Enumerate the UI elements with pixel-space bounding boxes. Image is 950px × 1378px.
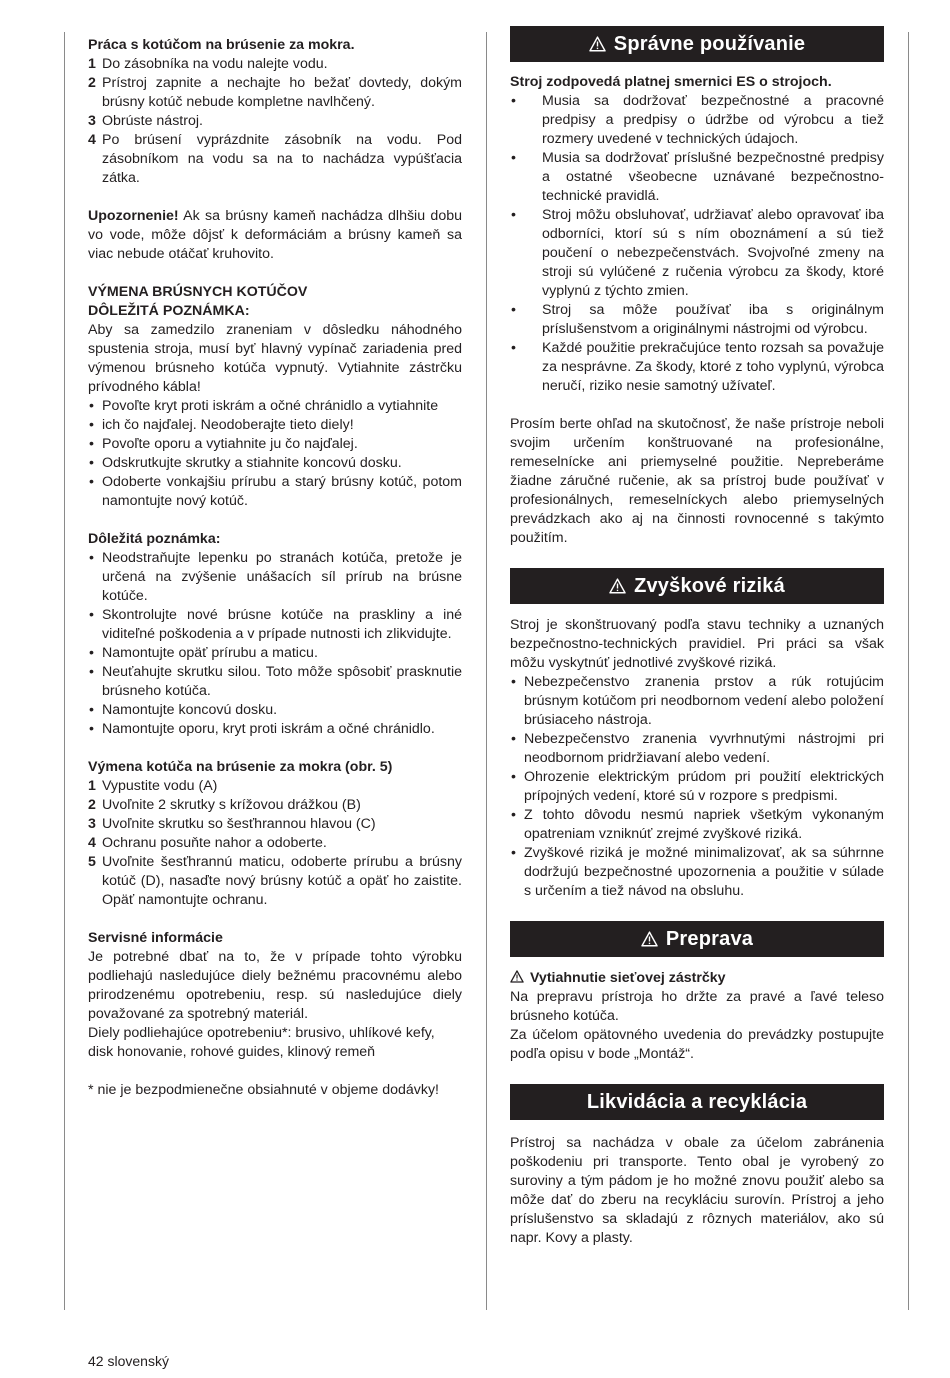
left-margin-rule: [64, 32, 65, 1310]
list-item: • Z tohto dôvodu nesmú napriek všetkým vykonaným opatreniam vzniknúť zrejmé zvyškové riziká.: [510, 806, 884, 844]
list-item: • Odoberte vonkajšiu prírubu a starý brúsny kotúč, potom namontujte nový kotúč.: [88, 473, 462, 511]
list-item: • Povoľte kryt proti iskrám a očné chránidlo a vytiahnite: [88, 397, 462, 416]
step-item: 4 Ochranu posuňte nahor a odoberte.: [88, 835, 327, 851]
unplug-heading-text: Vytiahnutie sieťovej zástrčky: [530, 970, 726, 986]
step-item: 3 Obrúste nástroj.: [88, 113, 203, 129]
usage-title: Správne používanie: [613, 32, 806, 55]
risks-title: Zvyškové riziká: [634, 574, 785, 597]
disposal-title: Likvidácia a recyklácia: [586, 1090, 808, 1113]
wet-grinding-heading: Práca s kotúčom na brúsenie za mokra.: [88, 37, 355, 53]
list-item: • Skontrolujte nové brúsne kotúče na praskliny a iné viditeľné poškodenia a v prípade nutnosti ich zlikvidujte.: [88, 606, 462, 644]
wet-grinding-steps: [88, 55, 462, 188]
list-item: • Stroj môžu obsluhovať, udržiavať alebo opravovať iba odborníci, ktorí sú s ním oboznámení a sú tiež poučení o nebezpečenstvách. Svojvoľné zmeny na stroji sú vylúčené z ručenia výrobcu za škody, ktoré vyplynú z týchto zmien.: [510, 206, 884, 301]
warning-triangle-icon: [589, 36, 606, 52]
replace-discs-heading: VÝMENA BRÚSNYCH KOTÚČOV: [88, 284, 308, 300]
list-item: • Neuťahujte skrutku silou. Toto môže spôsobiť prasknutie brúsneho kotúča.: [88, 663, 462, 701]
left-column: [88, 36, 462, 1100]
list-item: • Povoľte oporu a vytiahnite ju čo najďalej.: [88, 435, 462, 454]
right-column: [510, 26, 884, 1248]
right-margin-rule: [908, 32, 909, 1310]
wet-disc-replace-heading: Výmena kotúča na brúsenie za mokra (obr. 5): [88, 759, 393, 775]
list-item: • Odskrutkujte skrutky a stiahnite koncovú dosku.: [88, 454, 462, 473]
step-item: 3 Uvoľnite skrutku so šesťhrannou hlavou (C): [88, 816, 376, 832]
list-item: • Musia sa dodržovať bezpečnostné a pracovné predpisy a predpisy o údržbe od výrobcu a tiež rozmery uvedené v technických údajoch.: [510, 92, 884, 149]
page-footer: [88, 1352, 169, 1371]
disposal-title-bar: [510, 1084, 884, 1120]
list-item: • Stroj sa môže používať iba s originálnym príslušenstvom a originálnymi nástrojmi od výrobcu.: [510, 301, 884, 339]
list-item: • Nebezpečenstvo zranenia prstov a rúk rotujúcim brúsnym kotúčom pri neodbornom vedení alebo položení brúsiaceho nástroja.: [510, 673, 884, 730]
risks-list: [510, 673, 884, 901]
warning-triangle-icon: [641, 931, 658, 947]
risks-title-bar: [510, 568, 884, 604]
wet-disc-replace-steps: [88, 777, 462, 910]
service-wear-parts: Diely podliehajúce opotrebeniu*: brusivo, uhlíkové kefy, disk honovanie, rohové guides, klinový remeň: [88, 1025, 435, 1060]
important-list: [88, 549, 462, 739]
list-item: • Neodstraňujte lepenku po stranách kotúča, pretože je určená na zvýšenie unášacích síl prírub na brúsne kotúče.: [88, 549, 462, 606]
list-item: • Namontujte opäť prírubu a maticu.: [88, 644, 462, 663]
list-item: • Zvyškové riziká je možné minimalizovať, ak sa súhrnne dodržujú bezpečnostné upozornenia a použitie v súlade s určením a tiež návod na obsluhu.: [510, 844, 884, 901]
transport-text-1: Na prepravu prístroja ho držte za pravé a ľavé teleso brúsneho kotúča.: [510, 989, 884, 1024]
footer-language: slovenský: [107, 1353, 169, 1369]
replace-discs-section: [88, 283, 462, 511]
footnote: * nie je bezpodmienečne obsiahnuté v objeme dodávky!: [88, 1082, 439, 1098]
list-item: • Každé použitie prekračujúce tento rozsah sa považuje za nesprávne. Za škody, ktoré z toho vyplynú, výrobca neručí, riziko nesie samotný užívateľ.: [510, 339, 884, 396]
disposal-text: Prístroj sa nachádza v obale za účelom zabránenia poškodeniu pri transporte. Tento obal je vyrobený zo suroviny a tým pádom je ho možné znovu použiť alebo sa môže dať do zberu na recykláciu surovín. Prístroj a jeho príslušenstvo sa skladajú z rôznych materiálov, ako sú napr. Kovy a plasty.: [510, 1135, 884, 1246]
list-item: • Musia sa dodržovať príslušné bezpečnostné predpisy a ostatné všeobecne uznávané bezpečnostno-technické pravidlá.: [510, 149, 884, 206]
usage-paragraph: Prosím berte ohľad na skutočnosť, že naše prístroje neboli svojim určením konštruované na profesionálne, remeselnícke ani priemyselné použitie. Nepreberáme žiadne záručné ručenie, ak sa prístroj bude používať v profesionálnych, remeselníckych alebo priemyselných prevádzkach ako aj na činnosti rovnocenné s takýmto použitím.: [510, 416, 884, 546]
transport-title: Preprava: [665, 927, 754, 950]
step-item: 1 Do zásobníka na vodu nalejte vodu.: [88, 56, 328, 72]
wet-grinding-section: [88, 36, 462, 188]
list-item: • Nebezpečenstvo zranenia vyvrhnutými nástrojmi pri neodbornom pridržiavaní alebo vedení.: [510, 730, 884, 768]
list-item: • Namontujte oporu, kryt proti iskrám a očné chránidlo.: [88, 720, 462, 739]
step-item: 2 Prístroj zapnite a nechajte ho bežať dovtedy, dokým brúsny kotúč nebude kompletne navlhčený.: [88, 75, 462, 110]
step-item: 5 Uvoľnite šesťhrannú maticu, odoberte prírubu a brúsny kotúč (D), nasaďte nový brúsny kotúč a opäť ho zaistite. Opäť namontujte ochranu.: [88, 854, 462, 908]
service-heading: Servisné informácie: [88, 930, 223, 946]
service-text: Je potrebné dbať na to, že v prípade tohto výrobku podliehajú nasledujúce diely bežnému pracovnému alebo prirodzenému opotrebeniu, resp. sú nasledujúce diely považované za spotrebný materiál.: [88, 949, 462, 1022]
usage-list: [510, 92, 884, 396]
warning-label: Upozornenie!: [88, 208, 179, 224]
usage-lead: Stroj zodpovedá platnej smernici ES o strojoch.: [510, 74, 832, 90]
transport-text-2: Za účelom opätovného uvedenia do prevádzky postupujte podľa opisu v bode „Montáž“.: [510, 1027, 884, 1062]
warning-text: Ak sa brúsny kameň nachádza dlhšiu dobu vo vode, môže dôjsť k deformáciám a brúsny kameň sa viac nebude otáčať kruhovito.: [88, 208, 462, 262]
list-item: • Ohrozenie elektrickým prúdom pri použití elektrických prípojných vedení, ktoré sú v rozpore s predpismi.: [510, 768, 884, 806]
replace-discs-list: [88, 397, 462, 511]
important-note-heading: DÔLEŽITÁ POZNÁMKA:: [88, 303, 250, 319]
page-number: 42: [88, 1353, 104, 1369]
transport-title-bar: [510, 921, 884, 957]
replace-discs-intro: Aby sa zamedzilo zraneniam v dôsledku náhodného spustenia stroja, musí byť hlavný vypínač zariadenia pred výmenou brúsneho kotúča vypnutý. Vytiahnite zástrčku prívodného kábla!: [88, 322, 462, 395]
unplug-heading: [510, 969, 884, 988]
warning-triangle-icon: [510, 970, 524, 983]
step-item: 1 Vypustite vodu (A): [88, 778, 218, 794]
service-section: [88, 929, 462, 1100]
risks-intro: Stroj je skonštruovaný podľa stavu techniky a uznaných bezpečnostno-technických pravidiel. Pri práci sa však môžu vyskytnúť jednotlivé zvyškové riziká.: [510, 617, 884, 671]
wet-disc-replace-section: [88, 758, 462, 910]
important-heading: Dôležitá poznámka:: [88, 531, 221, 547]
column-divider-rule: [486, 32, 487, 1310]
list-item: • Namontujte koncovú dosku.: [88, 701, 462, 720]
warning-triangle-icon: [609, 578, 626, 594]
step-item: 4 Po brúsení vyprázdnite zásobník na vodu. Pod zásobníkom na vodu sa na to nachádza vypúšťacia zátka.: [88, 132, 462, 186]
usage-title-bar: [510, 26, 884, 62]
important-section: [88, 530, 462, 739]
list-item: • ich čo najďalej. Neodoberajte tieto diely!: [88, 416, 462, 435]
warning-paragraph: [88, 207, 462, 264]
step-item: 2 Uvoľnite 2 skrutky s krížovou drážkou (B): [88, 797, 361, 813]
